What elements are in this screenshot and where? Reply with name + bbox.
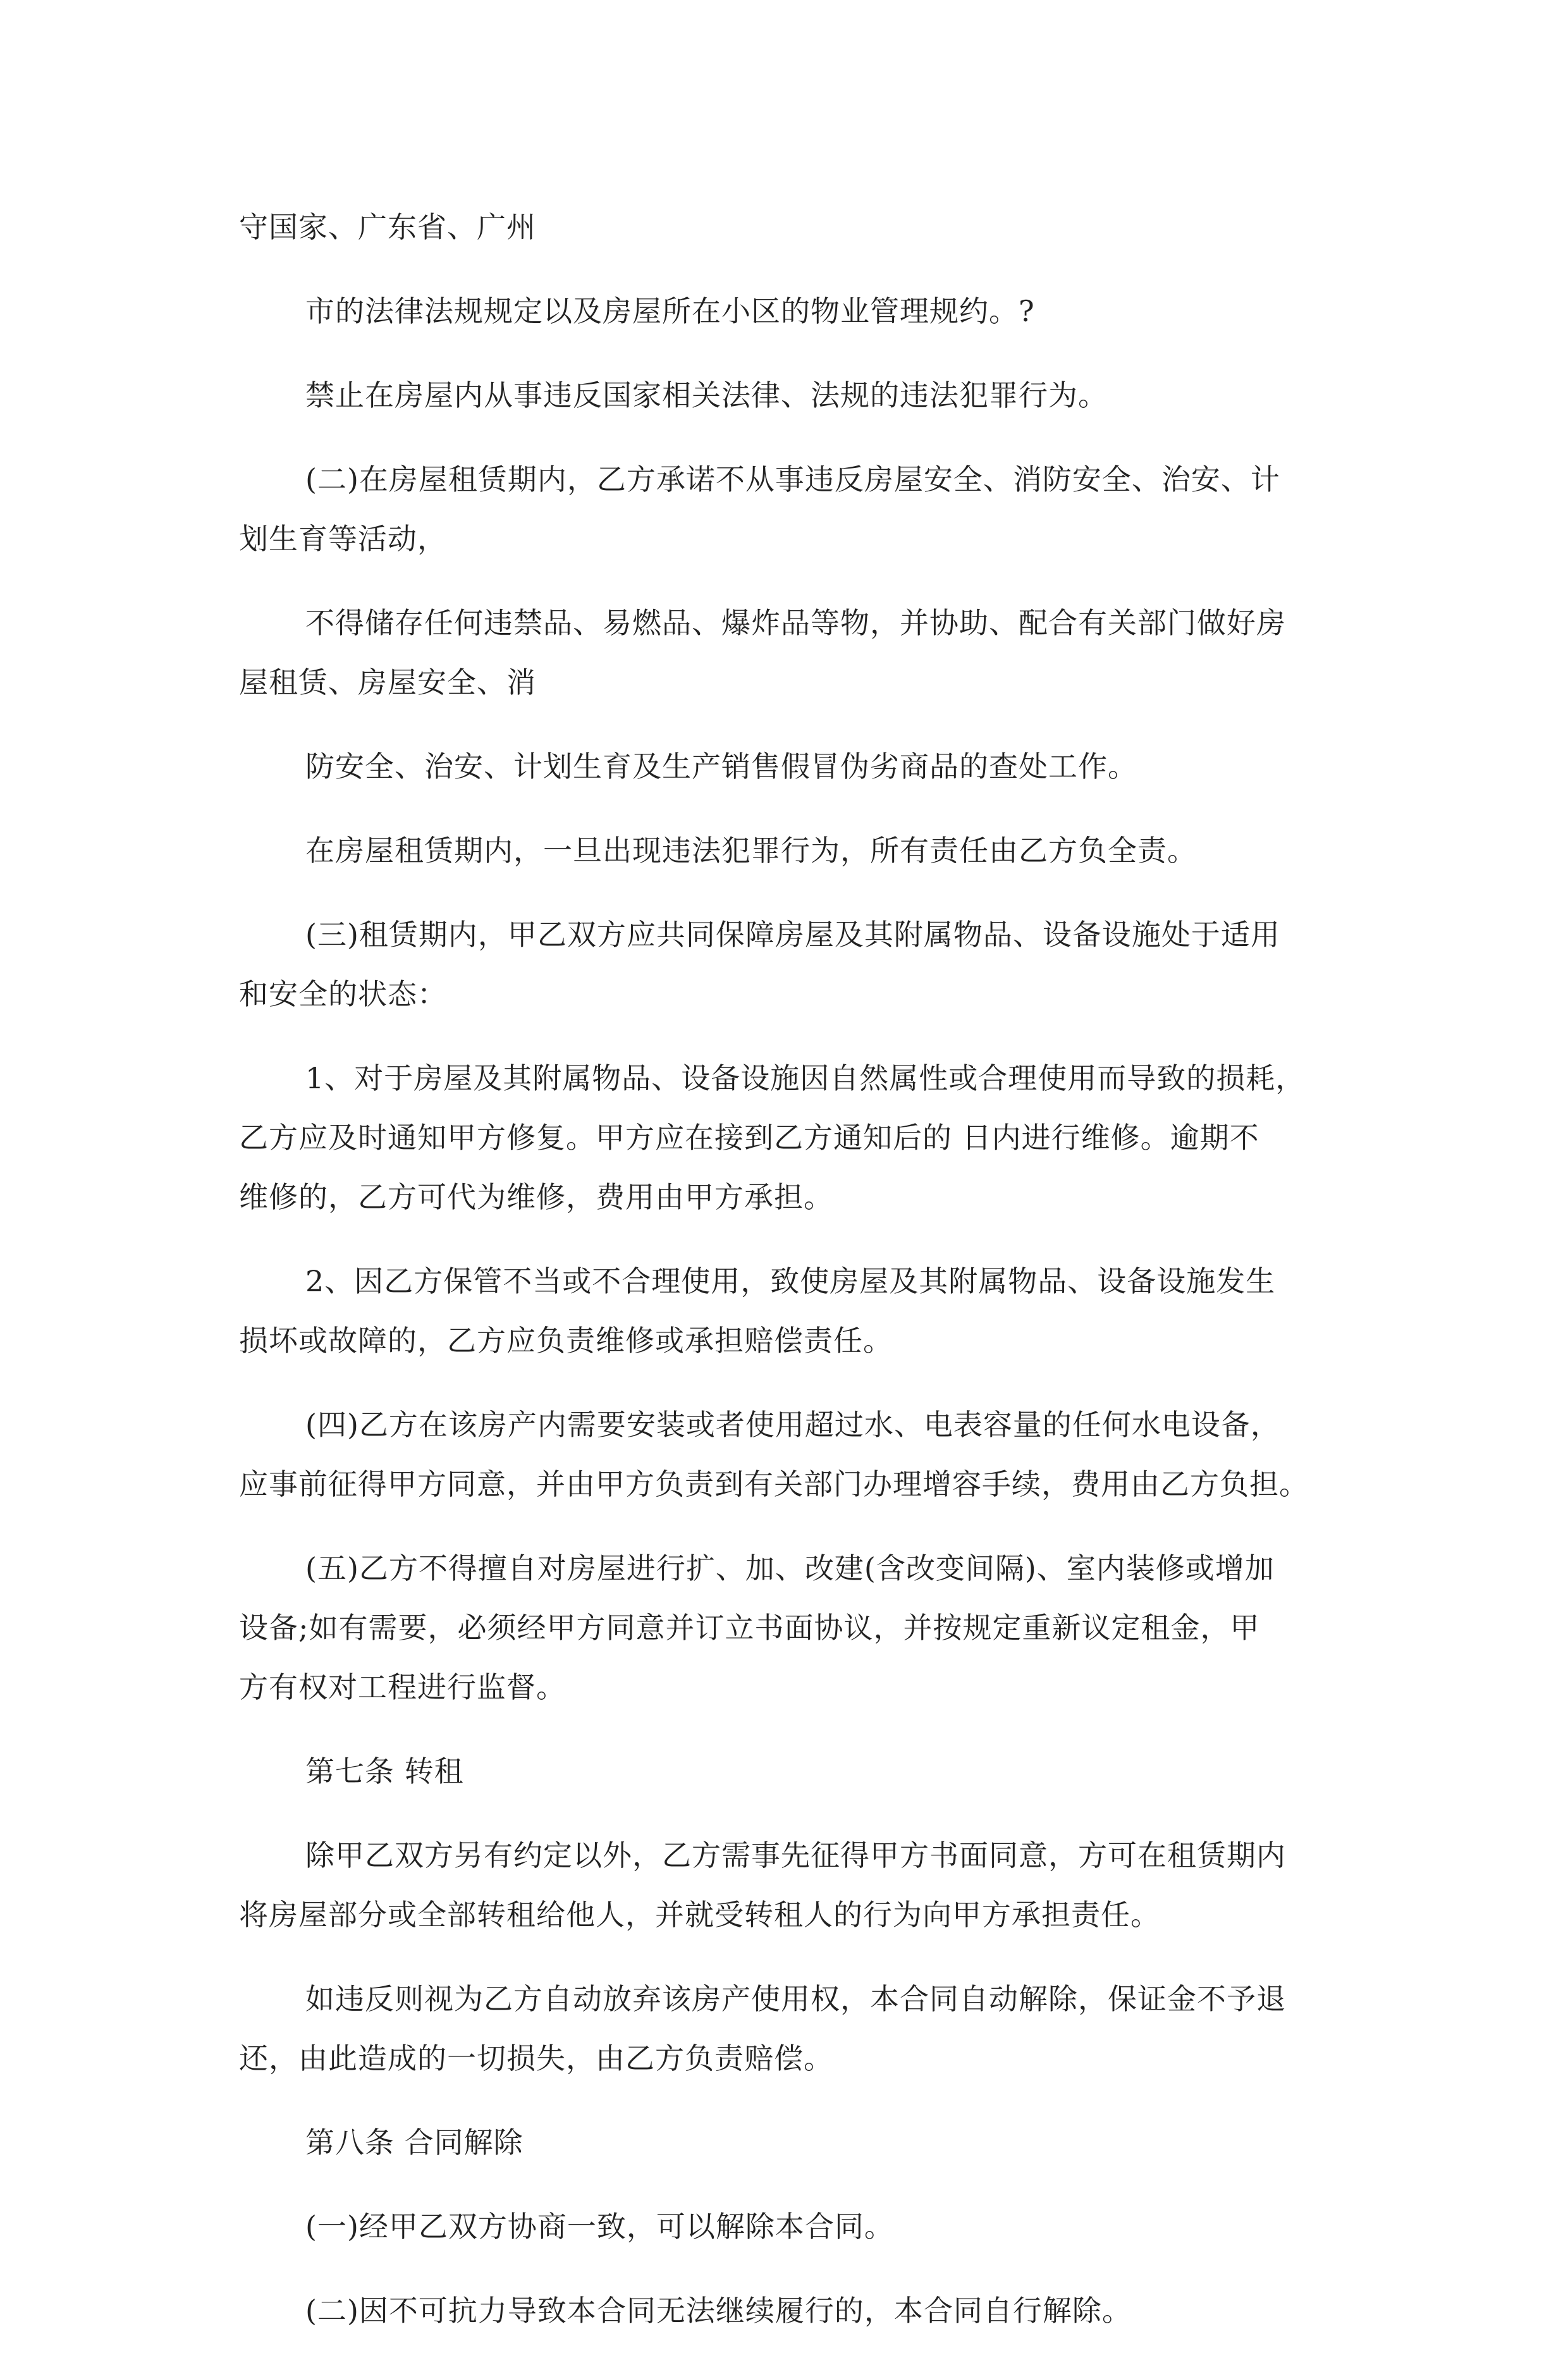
paragraph-1	[239, 197, 1342, 257]
text-line: 设备;如有需要，必须经甲方同意并订立书面协议，并按规定重新议定租金，甲	[239, 1611, 1260, 1645]
text-line: 损坏或故障的，乙方应负责维修或承担赔偿责任。	[239, 1324, 893, 1358]
paragraph-18	[239, 2281, 1342, 2340]
text-line: 1、对于房屋及其附属物品、设备设施因自然属性或合理使用而导致的损耗，	[305, 1061, 1306, 1095]
text-line: 不得储存任何违禁品、易燃品、爆炸品等物，并协助、配合有关部门做好房	[305, 606, 1286, 640]
paragraph-6	[239, 737, 1342, 796]
paragraph-14	[239, 1826, 1342, 1944]
text-line: 方有权对工程进行监督。	[239, 1670, 566, 1704]
text-line: 将房屋部分或全部转租给他人，并就受转租人的行为向甲方承担责任。	[239, 1898, 1160, 1932]
paragraph-15	[239, 1969, 1342, 2088]
text-line: (五)乙方不得擅自对房屋进行扩、加、改建(含改变间隔)、室内装修或增加	[305, 1551, 1275, 1585]
paragraph-8	[239, 905, 1342, 1024]
paragraph-9	[239, 1048, 1342, 1227]
text-line: 防安全、治安、计划生育及生产销售假冒伪劣商品的查处工作。	[305, 749, 1137, 783]
paragraph-2	[239, 281, 1342, 341]
text-line: 和安全的状态：	[239, 977, 447, 1011]
text-line: (三)租赁期内，甲乙双方应共同保障房屋及其附属物品、设备设施处于适用	[305, 918, 1280, 952]
paragraph-11	[239, 1395, 1342, 1514]
text-line: 2、因乙方保管不当或不合理使用，致使房屋及其附属物品、设备设施发生	[305, 1264, 1276, 1298]
text-line: 禁止在房屋内从事违反国家相关法律、法规的违法犯罪行为。	[305, 378, 1108, 412]
text-line: (二)因不可抗力导致本合同无法继续履行的，本合同自行解除。	[305, 2294, 1132, 2328]
text-line: 维修的，乙方可代为维修，费用由甲方承担。	[239, 1180, 833, 1214]
text-line: 守国家、广东省、广州	[239, 210, 536, 244]
text-line: 划生育等活动，	[239, 522, 447, 556]
text-line: 乙方应及时通知甲方修复。甲方应在接到乙方通知后的 日内进行维修。逾期不	[239, 1121, 1259, 1155]
text-line: 还，由此造成的一切损失，由乙方负责赔偿。	[239, 2041, 833, 2075]
paragraph-3	[239, 366, 1342, 425]
article-7-heading	[239, 1742, 1342, 1801]
text-line: 市的法律法规规定以及房屋所在小区的物业管理规约。?	[305, 294, 1035, 328]
text-line: 应事前征得甲方同意，并由甲方负责到有关部门办理增容手续，费用由乙方负担。	[239, 1467, 1309, 1501]
text-line: 第八条 合同解除	[305, 2125, 524, 2159]
text-line: (四)乙方在该房产内需要安装或者使用超过水、电表容量的任何水电设备，	[305, 1408, 1280, 1442]
text-line: 除甲乙双方另有约定以外，乙方需事先征得甲方书面同意，方可在租赁期内	[305, 1838, 1286, 1872]
text-line: 屋租赁、房屋安全、消	[239, 665, 536, 699]
text-line: 第七条 转租	[305, 1754, 464, 1788]
text-line: 在房屋租赁期内，一旦出现违法犯罪行为，所有责任由乙方负全责。	[305, 833, 1197, 868]
paragraph-12	[239, 1539, 1342, 1717]
paragraph-10	[239, 1251, 1342, 1370]
paragraph-5	[239, 593, 1342, 712]
paragraph-7	[239, 821, 1342, 880]
paragraph-17	[239, 2197, 1342, 2256]
document-body	[239, 197, 1342, 2365]
text-line: (一)经甲乙双方协商一致，可以解除本合同。	[305, 2209, 894, 2244]
text-line: 如违反则视为乙方自动放弃该房产使用权，本合同自动解除，保证金不予退	[305, 1982, 1286, 2016]
article-8-heading	[239, 2113, 1342, 2172]
text-line: (二)在房屋租赁期内，乙方承诺不从事违反房屋安全、消防安全、治安、计	[305, 462, 1280, 496]
paragraph-4	[239, 450, 1342, 568]
